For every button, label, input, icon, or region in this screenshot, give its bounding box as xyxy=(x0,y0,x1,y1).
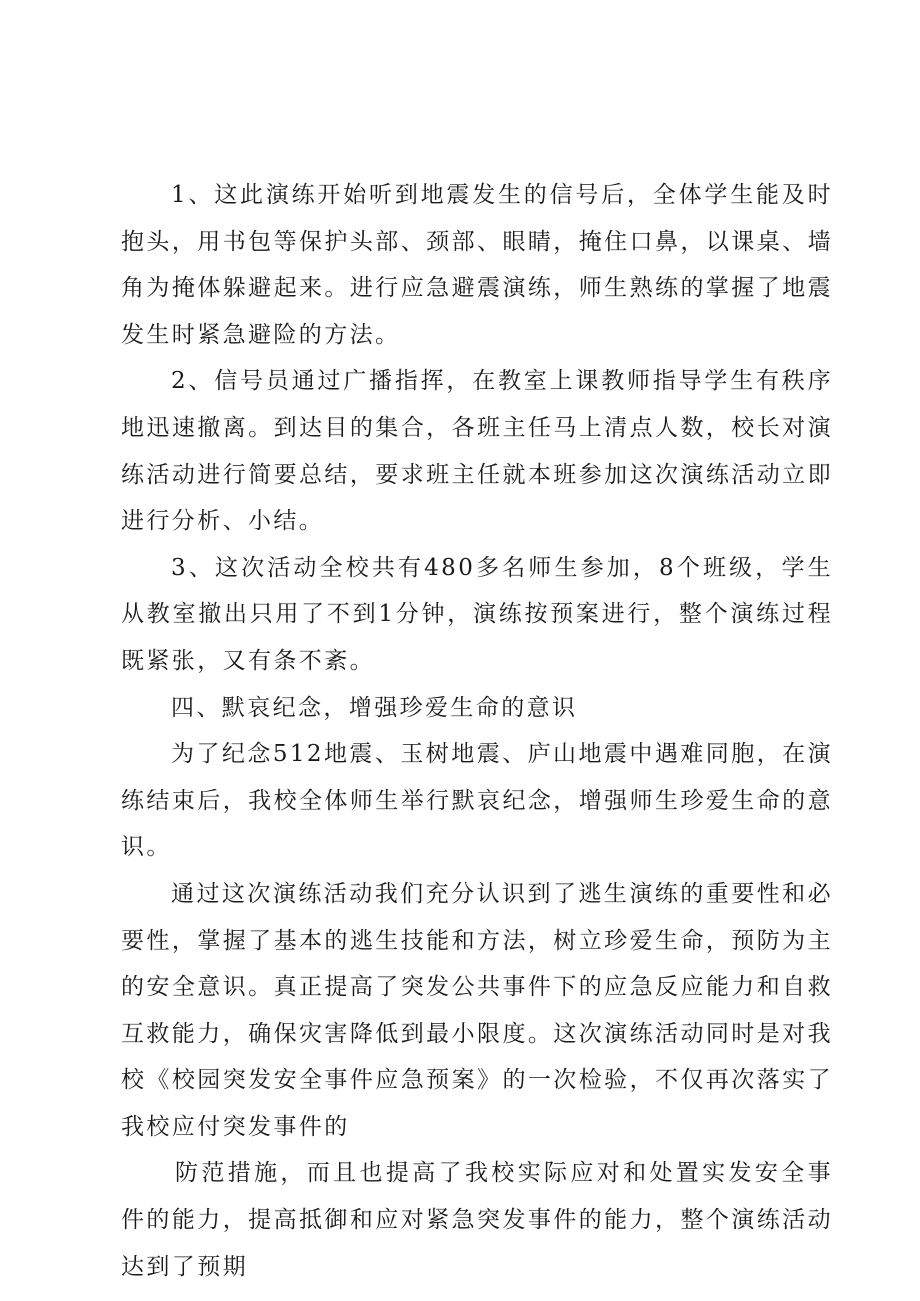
paragraph-drill-signal-response: 1、这此演练开始听到地震发生的信号后，全体学生能及时抱头，用书包等保护头部、颈部、眼睛，掩住口鼻，以课桌、墙角为掩体躲避起来。进行应急避震演练，师生熟练的掌握了地震发生时紧急避险的方法。 xyxy=(121,182,833,348)
paragraph-participation-summary: 3、这次活动全校共有480多名师生参加，8个班级，学生从教室撤出只用了不到1分钟，演练按预案进行，整个演练过程既紧张，又有条不紊。 xyxy=(121,554,833,674)
paragraph-memorial-silence: 为了纪念512地震、玉树地震、庐山地震中遇难同胞，在演练结束后，我校全体师生举行默哀纪念，增强师生珍爱生命的意识。 xyxy=(121,741,833,861)
paragraph-prevention-measures: 防范措施，而且也提高了我校实际应对和处置实发安全事件的能力，提高抵御和应对紧急突发事件的能力，整个演练活动达到了预期 xyxy=(121,1160,833,1280)
section-heading-memorial: 四、默哀纪念，增强珍爱生命的意识 xyxy=(171,694,578,721)
paragraph-drill-conclusion: 通过这次演练活动我们充分认识到了逃生演练的重要性和必要性，掌握了基本的逃生技能和方法，树立珍爱生命，预防为主的安全意识。真正提高了突发公共事件下的应急反应能力和自救互救能力，确保灾害降低到最小限度。这次演练活动同时是对我校《校园突发安全事件应急预案》的一次检验，不仅再次落实了我校应付突发事件的 xyxy=(121,880,833,1140)
document-body xyxy=(121,172,833,1290)
paragraph-evacuation-broadcast: 2、信号员通过广播指挥，在教室上课教师指导学生有秩序地迅速撤离。到达目的集合，各班主任马上清点人数，校长对演练活动进行简要总结，要求班主任就本班参加这次演练活动立即进行分析、小结。 xyxy=(121,368,833,535)
